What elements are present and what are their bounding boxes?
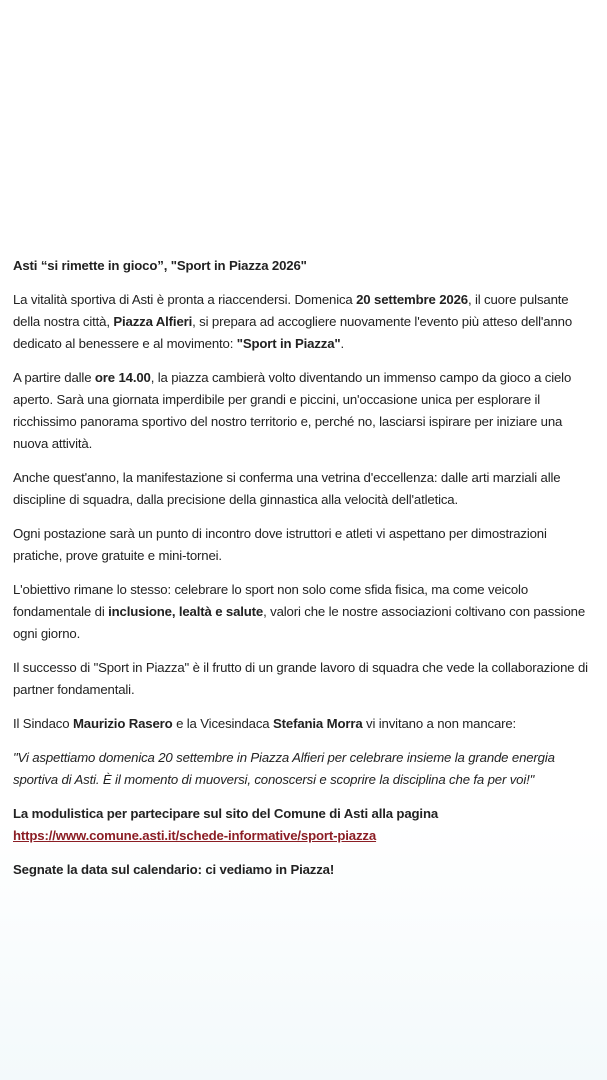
text-segment: , il cuore pulsante della nostra città, (13, 292, 569, 329)
forms-link[interactable]: https://www.comune.asti.it/schede-informative/sport-piazza (13, 828, 377, 843)
forms-text: La modulistica per partecipare sul sito del Comune di Asti alla pagina (13, 806, 439, 821)
core-values: inclusione, lealtà e salute (108, 604, 264, 619)
paragraph-partners: Il successo di "Sport in Piazza" è il frutto di un grande lavoro di squadra che vede la collaborazione di partner fondamentali. (13, 660, 588, 697)
event-location: Piazza Alfieri (113, 314, 193, 329)
event-date: 20 settembre 2026 (356, 292, 468, 307)
mayor-name: Maurizio Rasero (72, 716, 173, 731)
paragraph-goals (13, 579, 597, 645)
event-time: ore 14.00 (94, 370, 151, 385)
mayor-quote: "Vi aspettiamo domenica 20 settembre in Piazza Alfieri per celebrare insieme la grande energia sportiva di Asti. È il momento di muoversi, conoscersi e scoprire la disciplina che fa per voi!" (13, 750, 555, 787)
paragraph-intro (13, 289, 597, 355)
text-segment: e la Vicesindaca (172, 716, 273, 731)
article-title: Asti “si rimette in gioco”, "Sport in Piazza 2026" (13, 258, 307, 273)
paragraph-schedule (13, 367, 597, 455)
event-name: "Sport in Piazza" (236, 336, 341, 351)
text-segment: . (340, 336, 345, 351)
article-body (13, 255, 597, 893)
closing-line: Segnate la data sul calendario: ci vediamo in Piazza! (13, 862, 335, 877)
paragraph-disciplines: Anche quest'anno, la manifestazione si conferma una vetrina d'eccellenza: dalle arti marziali alle discipline di squadra, dalla precisione della ginnastica alla velocità dell'atletica. (13, 470, 561, 507)
text-segment: , la piazza cambierà volto diventando un immenso campo da gioco a cielo aperto. Sarà una giornata imperdibile per grandi e piccini, un'occasione unica per esplorare il ricchissimo panorama sportivo del nostro territorio e, perché no, lasciarsi ispirare per iniziare una nuova attività. (13, 370, 572, 451)
text-segment: , si prepara ad accogliere nuovamente l'evento più atteso dell'anno dedicato al benessere e al movimento: (13, 314, 573, 351)
paragraph-forms (13, 803, 597, 847)
text-segment: Il Sindaco (13, 716, 73, 731)
text-segment: , valori che le nostre associazioni coltivano con passione ogni giorno. (13, 604, 586, 641)
text-segment: La vitalità sportiva di Asti è pronta a riaccendersi. Domenica (13, 292, 357, 307)
vice-mayor-name: Stefania Morra (273, 716, 363, 731)
paragraph-stations: Ogni postazione sarà un punto di incontro dove istruttori e atleti vi aspettano per dimostrazioni pratiche, prove gratuite e mini-tornei. (13, 526, 547, 563)
text-segment: L'obiettivo rimane lo stesso: celebrare lo sport non solo come sfida fisica, ma come veicolo fondamentale di (13, 582, 529, 619)
text-segment: vi invitano a non mancare: (362, 716, 517, 731)
paragraph-invitation (13, 713, 597, 735)
text-segment: A partire dalle (13, 370, 95, 385)
